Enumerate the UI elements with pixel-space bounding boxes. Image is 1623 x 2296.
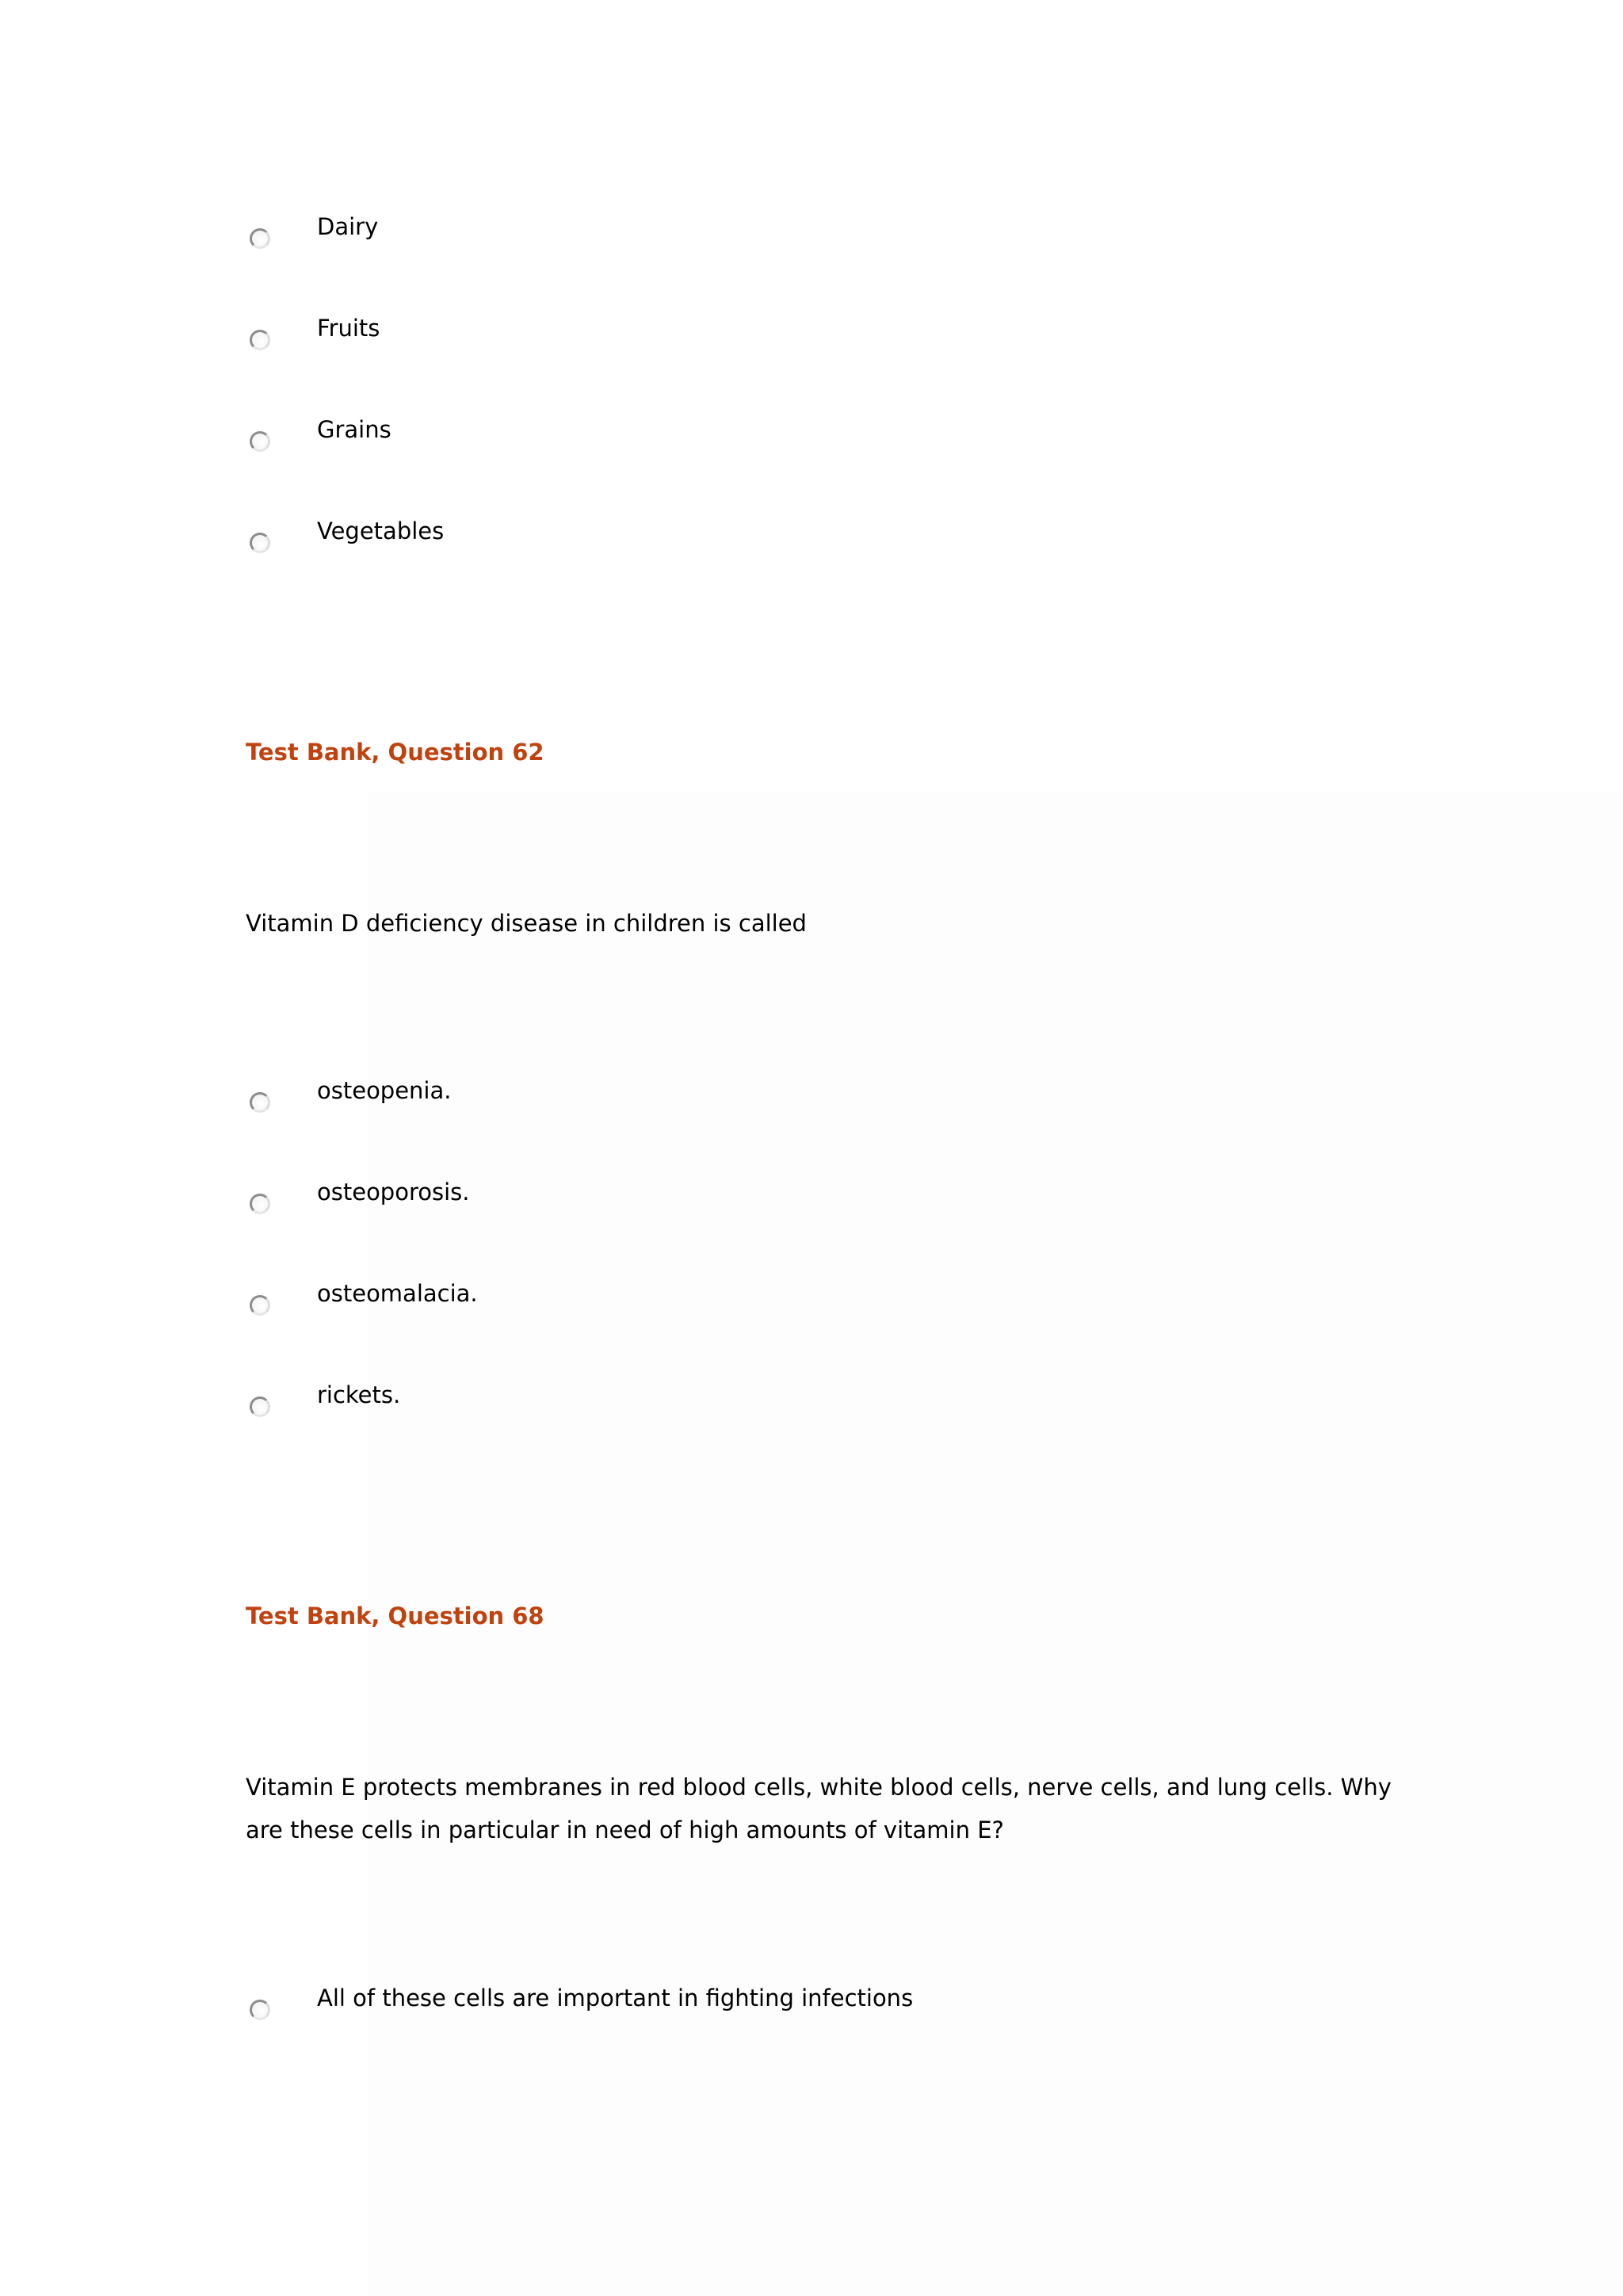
answer-option[interactable] xyxy=(246,314,1434,361)
radio-button[interactable] xyxy=(250,228,270,249)
option-label: Grains xyxy=(317,416,391,443)
radio-button[interactable] xyxy=(250,1295,270,1316)
question-heading: Test Bank, Question 62 xyxy=(246,739,544,766)
option-label: osteoporosis. xyxy=(317,1179,470,1205)
answer-option[interactable] xyxy=(246,212,1434,260)
answer-option[interactable] xyxy=(246,1984,1434,2031)
option-label: Dairy xyxy=(317,213,379,240)
answer-option[interactable] xyxy=(246,517,1434,564)
radio-button[interactable] xyxy=(250,2000,270,2020)
option-label: osteopenia. xyxy=(317,1077,452,1104)
radio-button[interactable] xyxy=(250,1092,270,1113)
radio-button[interactable] xyxy=(250,431,270,452)
answer-option[interactable] xyxy=(246,1381,1434,1428)
question-text: Vitamin D deficiency disease in children is called xyxy=(246,910,807,937)
option-label: All of these cells are important in fighting infections xyxy=(317,1985,914,2011)
answer-option[interactable] xyxy=(246,415,1434,463)
question-text: Vitamin E protects membranes in red blood cells, white blood cells, nerve cells, and lung cells. Why are these cells in particular in need of high amounts of vitamin E? xyxy=(246,1774,1392,1843)
answer-option[interactable] xyxy=(246,1279,1434,1327)
option-label: rickets. xyxy=(317,1381,401,1408)
answer-option[interactable] xyxy=(246,1178,1434,1225)
radio-button[interactable] xyxy=(250,1396,270,1417)
option-label: osteomalacia. xyxy=(317,1280,478,1307)
answer-option[interactable] xyxy=(246,1076,1434,1124)
radio-button[interactable] xyxy=(250,1194,270,1214)
question-heading: Test Bank, Question 68 xyxy=(246,1603,544,1629)
option-label: Vegetables xyxy=(317,518,445,544)
radio-button[interactable] xyxy=(250,533,270,553)
radio-button[interactable] xyxy=(250,330,270,350)
option-label: Fruits xyxy=(317,315,380,342)
